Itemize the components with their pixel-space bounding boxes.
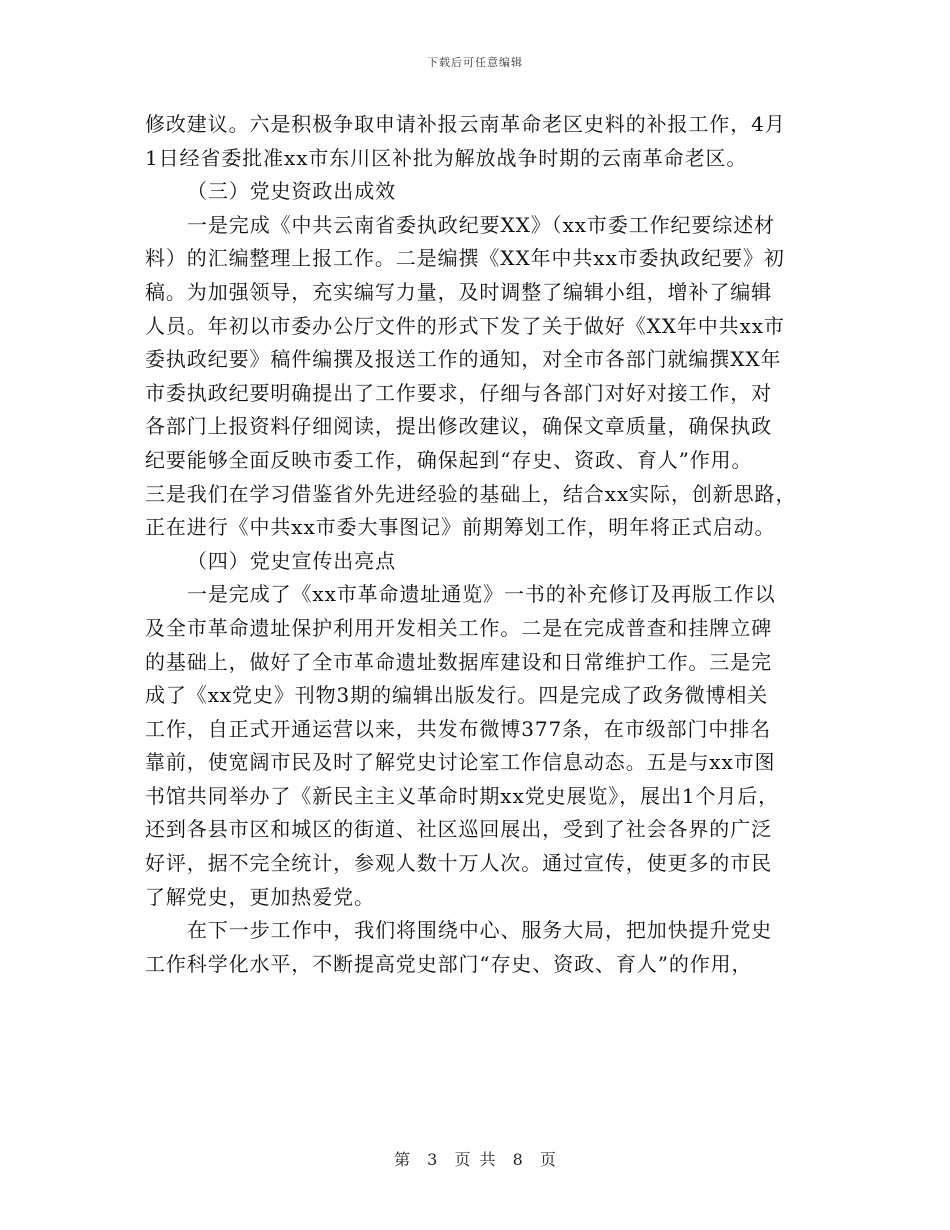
page-number-current: 3 <box>427 1150 438 1169</box>
text-line: 工作科学化水平，不断提高党史部门“存史、资政、育人”的作用， <box>145 951 753 976</box>
page-label-prefix: 第 <box>394 1150 411 1169</box>
page-footer <box>0 1147 950 1170</box>
header-note: 下载后可任意编辑 <box>427 56 523 69</box>
document-body <box>145 108 805 981</box>
text-line: 纪要能够全面反映市委工作，确保起到“存史、资政、育人”作用。 <box>145 447 753 472</box>
text-line: 工作，自正式开通运营以来，共发布微博377条，在市级部门中排名 <box>145 716 772 741</box>
page-label-suffix: 页 <box>539 1150 556 1169</box>
page-header <box>0 54 950 70</box>
text-line: 人员。年初以市委办公厅文件的形式下发了关于做好《XX年中共xx市 <box>145 313 785 338</box>
text-line: 一是完成《中共云南省委执政纪要XX》（xx市委工作纪要综述材 <box>187 212 776 237</box>
page-label-middle: 页 共 <box>454 1150 496 1169</box>
text-line: 成了《xx党史》刊物3期的编辑出版发行。四是完成了政务微博相关 <box>145 683 769 708</box>
page-number-total: 8 <box>512 1150 523 1169</box>
text-line: 正在进行《中共xx市委大事图记》前期筹划工作，明年将正式启动。 <box>145 515 776 540</box>
text-line: 委执政纪要》稿件编撰及报送工作的通知，对全市各部门就编撰XX年 <box>145 347 782 372</box>
text-line: 书馆共同举办了《新民主主义革命时期xx党史展览》，展出1个月后， <box>145 783 780 808</box>
text-line: 各部门上报资料仔细阅读，提出修改建议，确保文章质量，确保执政 <box>145 414 772 439</box>
section-heading: （三）党史资政出成效 <box>187 179 396 204</box>
text-line: 1日经省委批准xx市东川区补批为解放战争时期的云南革命老区。 <box>145 145 748 170</box>
text-line: 一是完成了《xx市革命遗址通览》一书的补充修订及再版工作以 <box>187 582 776 607</box>
text-line: 在下一步工作中，我们将围绕中心、服务大局，把加快提升党史 <box>187 918 773 943</box>
text-line: 及全市革命遗址保护利用开发相关工作。二是在完成普查和挂牌立碑 <box>145 615 772 640</box>
text-line: 市委执政纪要明确提出了工作要求，仔细与各部门对好对接工作，对 <box>145 380 772 405</box>
text-line: 好评，据不完全统计，参观人数十万人次。通过宣传，使更多的市民 <box>145 851 772 876</box>
text-line: 靠前，使宽阔市民及时了解党史讨论室工作信息动态。五是与xx市图 <box>145 750 776 775</box>
text-line: 的基础上，做好了全市革命遗址数据库建设和日常维护工作。三是完 <box>145 649 772 674</box>
text-line: 三是我们在学习借鉴省外先进经验的基础上，结合xx实际，创新思路， <box>145 481 797 506</box>
text-line: 修改建议。六是积极争取申请补报云南革命老区史料的补报工作，4月 <box>145 112 786 136</box>
text-line: 稿。为加强领导，充实编写力量，及时调整了编辑小组，增补了编辑 <box>145 279 772 304</box>
text-line: 还到各县市区和城区的街道、社区巡回展出，受到了社会各界的广泛 <box>145 817 772 842</box>
text-line: 了解党史，更加热爱党。 <box>145 884 375 909</box>
text-line: 料）的汇编整理上报工作。二是编撰《XX年中共xx市委执政纪要》初 <box>145 246 785 271</box>
section-heading: （四）党史宣传出亮点 <box>187 548 396 573</box>
